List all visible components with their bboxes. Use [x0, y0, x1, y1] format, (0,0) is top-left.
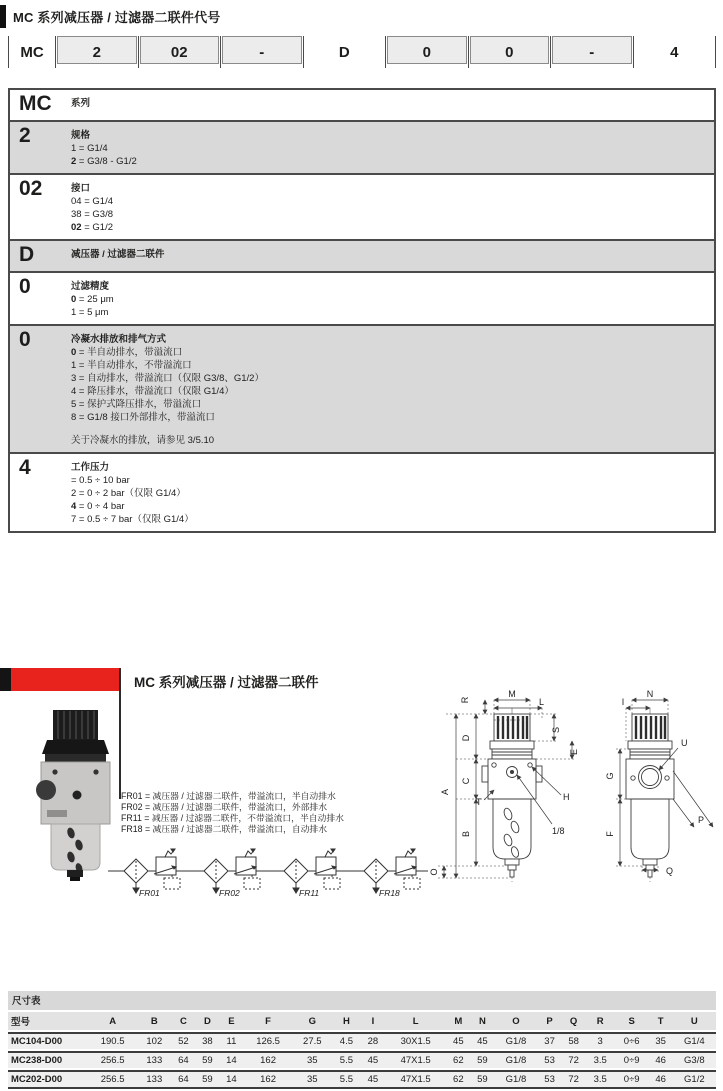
spec-line-code: 02: [71, 222, 82, 233]
spec-line-code: 4: [71, 501, 77, 512]
dim-cell: 72: [562, 1070, 586, 1089]
dim-cell: 256.5: [88, 1051, 137, 1068]
dim-cell: 14: [219, 1051, 243, 1068]
dim-cell: 59: [195, 1051, 219, 1068]
spec-line-text: = 半自动排水，带溢流口: [76, 347, 183, 358]
dim-cell: G1/8: [494, 1070, 537, 1089]
spec-row-code: 0: [19, 275, 31, 298]
product-body: [36, 762, 110, 824]
dim-label-I: I: [621, 697, 625, 707]
dim-cell: 45: [446, 1032, 470, 1049]
dim-col-header-C: C: [171, 1012, 195, 1030]
spec-line: [71, 411, 714, 424]
pneumatic-symbol-label: FR18: [379, 888, 400, 898]
spec-line-text: = G1/4: [76, 143, 108, 154]
dim-cell: 45: [361, 1051, 385, 1068]
dim-col-header-G: G: [293, 1012, 332, 1030]
dim-cell: 62: [446, 1070, 470, 1089]
dim-row-MC202-D00: [8, 1070, 716, 1089]
dim-cell: 3: [586, 1032, 615, 1049]
code-cell-label: -: [589, 43, 595, 61]
dim-label-R: R: [460, 696, 470, 704]
dim-label-N: N: [646, 689, 654, 699]
spec-row-body: [71, 457, 714, 526]
dim-label-B: B: [461, 830, 471, 838]
spec-row-02: [10, 173, 714, 239]
fr-variant-line-2: FR11 = 减压器 / 过滤器二联件，不带溢流口，半自动排水: [121, 813, 344, 823]
dim-cell: 64: [171, 1070, 195, 1089]
dim-cell: 47X1.5: [385, 1070, 446, 1089]
spec-line: [71, 221, 714, 234]
pneumatic-symbol-FR01: [108, 841, 188, 899]
spec-line-code: 3: [71, 373, 77, 384]
dim-col-header-B: B: [137, 1012, 171, 1030]
dim-cell: 256.5: [88, 1070, 137, 1089]
fr-variant-line-3: FR18 = 减压器 / 过滤器二联件，带溢流口，自动排水: [121, 824, 328, 834]
dim-label-T: T: [476, 797, 482, 807]
dim-cell: 14: [219, 1070, 243, 1089]
spec-row-code: 4: [19, 456, 31, 479]
dim-col-header-Q: Q: [562, 1012, 586, 1030]
spec-line: [71, 208, 714, 221]
dim-label-A: A: [440, 788, 450, 796]
dim-cell: 27.5: [293, 1032, 332, 1049]
spec-line-code: 2: [71, 156, 77, 167]
code-cell-0: [9, 36, 55, 68]
dim-cell: G1/4: [673, 1032, 716, 1049]
dim-cell: 133: [137, 1051, 171, 1068]
dim-cell: 59: [195, 1070, 219, 1089]
dimension-table: [8, 1010, 716, 1091]
spec-line-code: 0: [71, 347, 77, 358]
code-explanation-table: [8, 88, 716, 533]
dim-cell: G1/8: [494, 1051, 537, 1068]
spec-line-code: 1: [71, 360, 77, 371]
spec-row-title: 规格: [71, 130, 91, 141]
spec-line-code: 5: [71, 399, 77, 410]
spec-line: [71, 346, 714, 359]
spec-row-title: 过滤精度: [71, 281, 110, 292]
spec-line-code: 4: [71, 386, 77, 397]
spec-line: [71, 398, 714, 411]
dim-cell: G3/8: [673, 1051, 716, 1068]
section-title: MC 系列减压器 / 过滤器二联件: [134, 675, 319, 690]
side-view-drawing: [626, 708, 674, 882]
dimension-drawings: [430, 664, 723, 906]
dim-cell-model: MC104-D00: [8, 1032, 88, 1049]
product-photo: [33, 702, 118, 882]
dim-col-header-N: N: [470, 1012, 494, 1030]
dim-cell: 47X1.5: [385, 1051, 446, 1068]
dim-label-P: P: [698, 815, 705, 825]
spec-line-text: = 0.5 ÷ 7 bar（仅限 G1/4）: [76, 514, 194, 525]
spec-row-code: 2: [19, 124, 31, 147]
spec-row-MC: [10, 90, 714, 120]
dim-row-MC238-D00: [8, 1051, 716, 1068]
spec-line: [71, 385, 714, 398]
spec-row-body: [71, 244, 714, 266]
dim-cell: G1/2: [673, 1070, 716, 1089]
dim-col-header-E: E: [219, 1012, 243, 1030]
fr-variant-list: [121, 791, 344, 835]
section-accent-black-segment: [0, 668, 11, 691]
dim-cell: 35: [293, 1070, 332, 1089]
spec-line-spacer: [71, 424, 714, 434]
dim-col-header-F: F: [243, 1012, 292, 1030]
spec-line: [71, 474, 714, 487]
dim-label-F: F: [605, 831, 615, 837]
spec-line-text: 关于冷凝水的排放，请参见 3/5.10: [71, 435, 215, 446]
filter-bowl: [51, 824, 100, 874]
spec-line: [71, 500, 714, 513]
code-cell-4: [303, 36, 386, 68]
dim-cell: 190.5: [88, 1032, 137, 1049]
dim-cell: 72: [562, 1051, 586, 1068]
pneumatic-symbol-label: FR11: [299, 888, 320, 898]
dim-cell: 0÷9: [615, 1070, 649, 1089]
spec-line: [71, 434, 714, 447]
dim-cell-model: MC202-D00: [8, 1070, 88, 1089]
dim-label-S: S: [551, 726, 561, 734]
dim-cell: 30X1.5: [385, 1032, 446, 1049]
dim-cell: 0÷6: [615, 1032, 649, 1049]
drain-fitting: [67, 870, 83, 881]
spec-row-2: [10, 120, 714, 173]
pneumatic-symbol-label: FR02: [219, 888, 240, 898]
spec-line-code: 38: [71, 209, 82, 220]
dim-cell: 35: [293, 1051, 332, 1068]
pneumatic-symbol-FR02: [188, 841, 268, 899]
dim-label-port-1-8: 1/8: [552, 826, 565, 836]
dim-cell: 5.5: [332, 1051, 361, 1068]
spec-row-0: [10, 271, 714, 324]
dim-cell: 0÷9: [615, 1051, 649, 1068]
dim-cell: 3.5: [586, 1051, 615, 1068]
spec-row-0: [10, 324, 714, 452]
spec-row-title: 接口: [71, 183, 91, 194]
spec-line: [71, 359, 714, 372]
spec-line-text: = 25 μm: [76, 294, 114, 305]
dim-label-L: L: [539, 697, 545, 707]
code-cell-1: [55, 36, 138, 68]
dim-cell: 38: [195, 1032, 219, 1049]
code-cell-label: MC: [20, 43, 44, 61]
dim-col-header-M: M: [446, 1012, 470, 1030]
dim-label-O: O: [429, 868, 439, 876]
dim-cell: 59: [470, 1051, 494, 1068]
spec-line-text: = G1/2: [81, 222, 114, 233]
spec-line-code: 1: [71, 143, 77, 154]
page-header: [0, 5, 220, 28]
pneumatic-symbols-row: [108, 841, 428, 899]
dimension-table-head: [8, 1012, 716, 1030]
dim-cell: 46: [649, 1070, 673, 1089]
section-divider-rule: [119, 668, 121, 799]
code-cell-label: 02: [170, 43, 188, 61]
code-cell-label: 0: [422, 43, 431, 61]
dim-cell: 3.5: [586, 1070, 615, 1089]
spec-row-body: [71, 178, 714, 234]
dim-cell: 53: [538, 1051, 562, 1068]
dim-cell: 28: [361, 1032, 385, 1049]
spec-line-text: = 半自动排水，不带溢流口: [76, 360, 192, 371]
code-cell-7: [550, 36, 633, 68]
dim-cell: 133: [137, 1070, 171, 1089]
spec-line-text: = 0.5 ÷ 10 bar: [71, 475, 130, 486]
dim-col-header-I: I: [361, 1012, 385, 1030]
spec-line-text: = G1/4: [81, 196, 114, 207]
dim-label-U: U: [681, 738, 688, 748]
dim-cell: 59: [470, 1070, 494, 1089]
spec-row-body: [71, 125, 714, 168]
spec-line-text: = G3/8: [81, 209, 114, 220]
pneumatic-symbol-FR11: [268, 841, 348, 899]
dim-cell: 53: [538, 1070, 562, 1089]
spec-row-D: [10, 239, 714, 271]
dim-cell: 11: [219, 1032, 243, 1049]
dim-col-header-R: R: [586, 1012, 615, 1030]
regulator-knob: [42, 710, 109, 762]
header-accent-bar: [0, 5, 6, 28]
dim-cell: 58: [562, 1032, 586, 1049]
code-cell-label: 2: [92, 43, 101, 61]
dimension-table-title: 尺寸表: [8, 991, 716, 1010]
code-cell-label: -: [259, 43, 265, 61]
spec-line-code: 8: [71, 412, 77, 423]
code-cell-label: 4: [670, 43, 679, 61]
dim-cell: 5.5: [332, 1070, 361, 1089]
pneumatic-symbol-FR18: [348, 841, 428, 899]
spec-line: [71, 487, 714, 500]
code-cell-2: [138, 36, 221, 68]
code-cell-label: D: [338, 43, 350, 61]
ordering-code-strip: [8, 36, 716, 68]
dim-row-MC104-D00: [8, 1032, 716, 1049]
spec-row-title: 冷凝水排放和排气方式: [71, 334, 167, 345]
spec-line-text: = G3/8 - G1/2: [76, 156, 137, 167]
spec-row-4: [10, 452, 714, 531]
dim-label-E: E: [569, 748, 579, 756]
dim-label-G: G: [605, 772, 615, 780]
spec-row-title: 工作压力: [71, 462, 110, 473]
code-cell-label: 0: [505, 43, 514, 61]
spec-line-text: = 0 ÷ 4 bar: [76, 501, 125, 512]
dim-cell: 162: [243, 1051, 292, 1068]
spec-line-text: = 降压排水，带溢流口（仅限 G1/4）: [76, 386, 234, 397]
dim-col-header-T: T: [649, 1012, 673, 1030]
pneumatic-symbol-label: FR01: [139, 888, 160, 898]
dim-col-header-D: D: [195, 1012, 219, 1030]
dim-cell: 45: [470, 1032, 494, 1049]
dimension-table-section: [8, 991, 716, 1091]
dim-label-Q: Q: [666, 866, 674, 876]
dim-col-header-L: L: [385, 1012, 446, 1030]
code-cell-8: [633, 36, 716, 68]
spec-row-body: [71, 93, 714, 115]
spec-line-text: = 保护式降压排水，带溢流口: [76, 399, 202, 410]
dim-cell: 64: [171, 1051, 195, 1068]
spec-line-text: = 5 μm: [76, 307, 109, 318]
spec-line-code: 04: [71, 196, 82, 207]
dim-label-M: M: [508, 689, 516, 699]
dim-col-header-U: U: [673, 1012, 716, 1030]
page-title: MC 系列减压器 / 过滤器二联件代号: [13, 10, 221, 25]
spec-row-code: D: [19, 243, 35, 266]
dim-cell: 62: [446, 1051, 470, 1068]
fr-variant-line-0: FR01 = 减压器 / 过滤器二联件，带溢流口，半自动排水: [121, 791, 336, 801]
dim-label-C: C: [461, 777, 471, 785]
dim-cell: 102: [137, 1032, 171, 1049]
dim-cell: 45: [361, 1070, 385, 1089]
spec-line: [71, 306, 714, 319]
spec-line: [71, 513, 714, 526]
spec-line-code: 1: [71, 307, 77, 318]
fr-variant-line-1: FR02 = 减压器 / 过滤器二联件，带溢流口，外部排水: [121, 802, 328, 812]
code-cell-3: [220, 36, 303, 68]
spec-row-code: MC: [19, 92, 52, 115]
spec-line-text: = G1/8 接口外部排水，带溢流口: [76, 412, 215, 423]
spec-line: [71, 142, 714, 155]
code-cell-6: [468, 36, 551, 68]
spec-line: [71, 155, 714, 168]
spec-line-code: 2: [71, 488, 77, 499]
dim-cell: 35: [649, 1032, 673, 1049]
dim-col-header-O: O: [494, 1012, 537, 1030]
spec-row-title: 系列: [71, 98, 91, 109]
dim-col-header-A: A: [88, 1012, 137, 1030]
spec-line-text: = 自动排水，带溢流口（仅限 G3/8、G1/2）: [76, 373, 264, 384]
dim-col-header-S: S: [615, 1012, 649, 1030]
dim-cell: 126.5: [243, 1032, 292, 1049]
dim-col-header-H: H: [332, 1012, 361, 1030]
dim-cell: 4.5: [332, 1032, 361, 1049]
spec-line-code: 7: [71, 514, 77, 525]
dim-label-D: D: [461, 734, 471, 742]
spec-line: [71, 372, 714, 385]
spec-line: [71, 195, 714, 208]
dim-cell: 46: [649, 1051, 673, 1068]
spec-row-code: 0: [19, 328, 31, 351]
dim-cell: 162: [243, 1070, 292, 1089]
dim-cell-model: MC238-D00: [8, 1051, 88, 1068]
spec-row-body: [71, 329, 714, 447]
dim-col-header-型号: 型号: [8, 1012, 88, 1030]
code-cell-5: [385, 36, 468, 68]
spec-line: [71, 293, 714, 306]
dimension-table-body: [8, 1032, 716, 1089]
spec-row-body: [71, 276, 714, 319]
dim-col-header-P: P: [538, 1012, 562, 1030]
spec-row-title: 减压器 / 过滤器二联件: [71, 249, 165, 260]
front-view-drawing: [482, 708, 542, 882]
dim-label-H: H: [563, 792, 570, 802]
spec-line-text: = 0 ÷ 2 bar（仅限 G1/4）: [76, 488, 186, 499]
section-accent-bar: [0, 668, 119, 691]
spec-line-code: 0: [71, 294, 77, 305]
dim-cell: 37: [538, 1032, 562, 1049]
dim-cell: 52: [171, 1032, 195, 1049]
dim-cell: G1/8: [494, 1032, 537, 1049]
spec-row-code: 02: [19, 177, 43, 200]
